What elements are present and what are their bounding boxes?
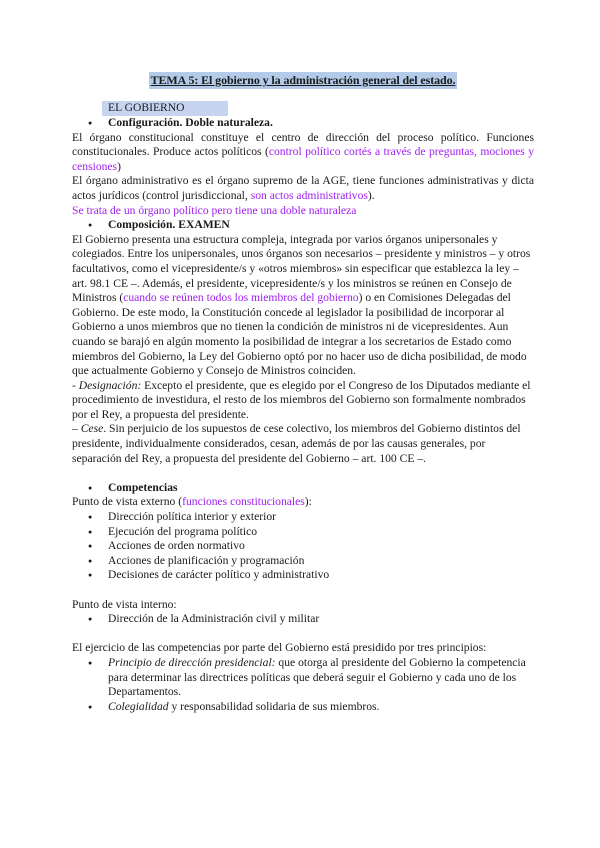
composicion-heading: ● Composición. EXAMEN	[72, 218, 534, 233]
text-run: El órgano constitucional constituye el centro de dirección del proceso político. Funciones constitucionales. Produce actos políticos (	[72, 130, 534, 159]
list-item: ● Acciones de orden normativo	[72, 539, 534, 554]
text-run: y responsabilidad solidaria de sus miembros.	[168, 699, 380, 713]
annotation-purple: cuando se reúnen todos los miembros del gobierno	[123, 291, 359, 305]
competencias-heading: ● Competencias	[72, 481, 534, 496]
designacion-label: - Designación:	[72, 378, 142, 392]
principio-label: Principio de dirección presidencial:	[108, 655, 276, 669]
externo-label	[72, 495, 534, 510]
text-run: ):	[304, 495, 312, 509]
cese-paragraph	[72, 422, 534, 466]
spacer	[72, 583, 534, 598]
list-item: ● Decisiones de carácter político y administrativo	[72, 568, 534, 583]
list-item: ● Dirección política interior y exterior	[72, 510, 534, 525]
text-run: ).	[367, 188, 375, 202]
document-body	[72, 116, 534, 714]
spacer	[72, 466, 534, 481]
text-run: Punto de vista externo (	[72, 495, 183, 509]
configuracion-heading: ● Configuración. Doble naturaleza.	[72, 116, 534, 131]
principios-intro: El ejercicio de las competencias por parte del Gobierno está presidido por tres principios:	[72, 641, 487, 655]
text-run: El Gobierno presenta una estructura compleja, integrada por varios órganos unipersonales y colegiados. Entre los unipersonales, unos órganos son necesarios – presidente y ministros – y otros facultativos, como el vicepresidente/s y «otros miembros» sin especificar que establezca la ley – art. 98.1 CE –. Además, el presidente, vicepresidente/s y los ministros se reúnen en Consejo de Ministros (	[72, 232, 531, 305]
list-item	[72, 656, 534, 700]
configuracion-paragraph-2	[72, 174, 534, 203]
text-run: ) o en Comisiones Delegadas del Gobierno. De este modo, la Constitución concede al legislador la posibilidad de incorporar al Gobierno a unos miembros que no tienen la condición de ministros ni de vicepresidentes. Aun cuando se barajó en algún momento la posibilidad de integrar a los secretarios de Estado como miembros del Gobierno, la Ley del Gobierno optó por no hacer uso de dicha posibilidad, de modo que actualmente Gobierno y Consejo de Ministros coinciden.	[72, 291, 527, 378]
document-title: TEMA 5: El gobierno y la administración general del estado.	[150, 73, 456, 87]
interno-label: Punto de vista interno:	[72, 597, 177, 611]
annotation-purple: son actos administrativos	[250, 188, 368, 202]
designacion-paragraph	[72, 379, 534, 423]
interno-list	[72, 612, 534, 627]
principio-label: Colegialidad	[108, 699, 169, 713]
spacer	[72, 627, 534, 642]
list-item: ● Acciones de planificación y programación	[72, 554, 534, 569]
title-container	[72, 72, 534, 89]
externo-list	[72, 510, 534, 583]
text-run: Excepto el presidente, que es elegido por el Congreso de los Diputados mediante el procedimiento de investidura, el resto de los miembros del Gobierno son formalmente nombrados por el Rey, a propuesta del presidente.	[72, 378, 531, 421]
text-run: . Sin perjuicio de los supuestos de cese colectivo, los miembros del Gobierno distintos del presidente, individualmente considerados, cesan, además de por las causas generales, por separación del Rey, a propuesta del presidente del Gobierno – art. 100 CE –.	[72, 422, 521, 465]
list-item: ● Dirección de la Administración civil y militar	[72, 612, 534, 627]
cese-label: – Cese	[72, 422, 104, 436]
configuracion-paragraph-1	[72, 131, 534, 175]
text-run: )	[117, 159, 121, 173]
composicion-paragraph	[72, 233, 534, 379]
annotation-purple: control político cortés a través de preguntas, mociones y censiones	[72, 145, 534, 173]
list-item	[72, 700, 534, 715]
configuracion-note: Se trata de un órgano político pero tiene una doble naturaleza	[72, 203, 357, 217]
annotation-purple: funciones constitucionales	[182, 495, 305, 509]
section-heading: EL GOBIERNO	[102, 101, 228, 116]
principios-list	[72, 656, 534, 714]
text-run: que otorga al presidente del Gobierno la competencia para determinar las directrices políticas que deberá seguir el Gobierno y cada uno de los Departamentos.	[108, 655, 526, 699]
text-run: El órgano administrativo es el órgano supremo de la AGE, tiene funciones administrativas y dicta actos jurídicos (control jurisdiccional,	[72, 174, 534, 202]
list-item: ● Ejecución del programa político	[72, 525, 534, 540]
